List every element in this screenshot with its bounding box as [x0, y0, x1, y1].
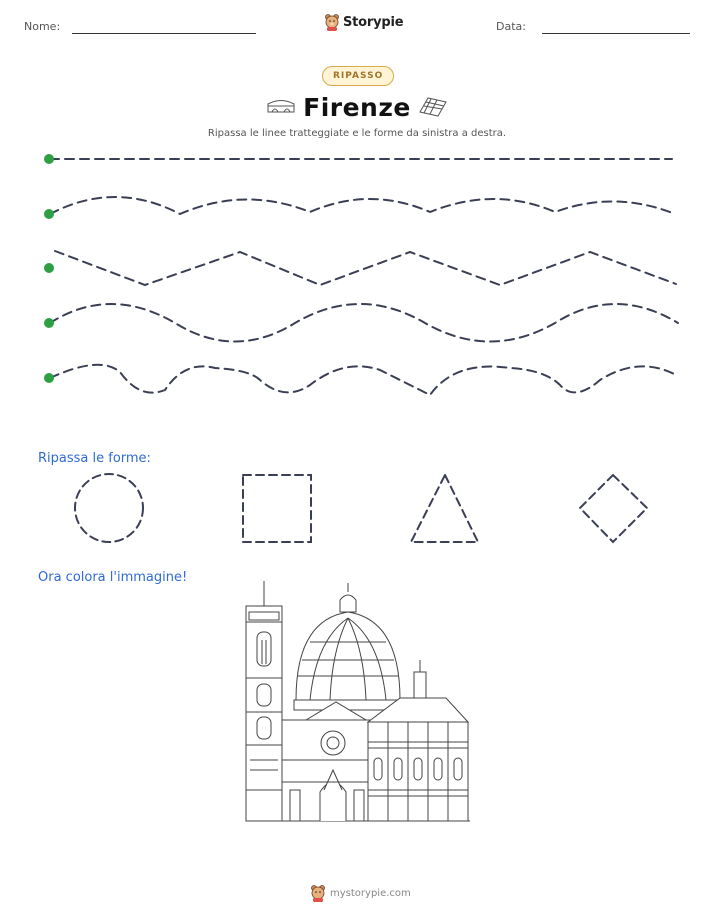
footer-url[interactable]: mystorypie.com	[330, 887, 411, 899]
footer	[310, 884, 411, 902]
date-label: Data:	[496, 20, 526, 33]
page-title: Firenze	[303, 93, 411, 122]
instructions: Ripassa le linee tratteggiate e le forme da sinistra a destra.	[207, 128, 507, 139]
color-label: Ora colora l'immagine!	[38, 570, 188, 585]
brand-name: Storypie	[343, 14, 404, 30]
shapes-label: Ripassa le forme:	[38, 451, 151, 466]
name-label: Nome:	[24, 20, 61, 33]
review-badge: RIPASSO	[322, 66, 394, 86]
bear-icon	[310, 884, 326, 902]
